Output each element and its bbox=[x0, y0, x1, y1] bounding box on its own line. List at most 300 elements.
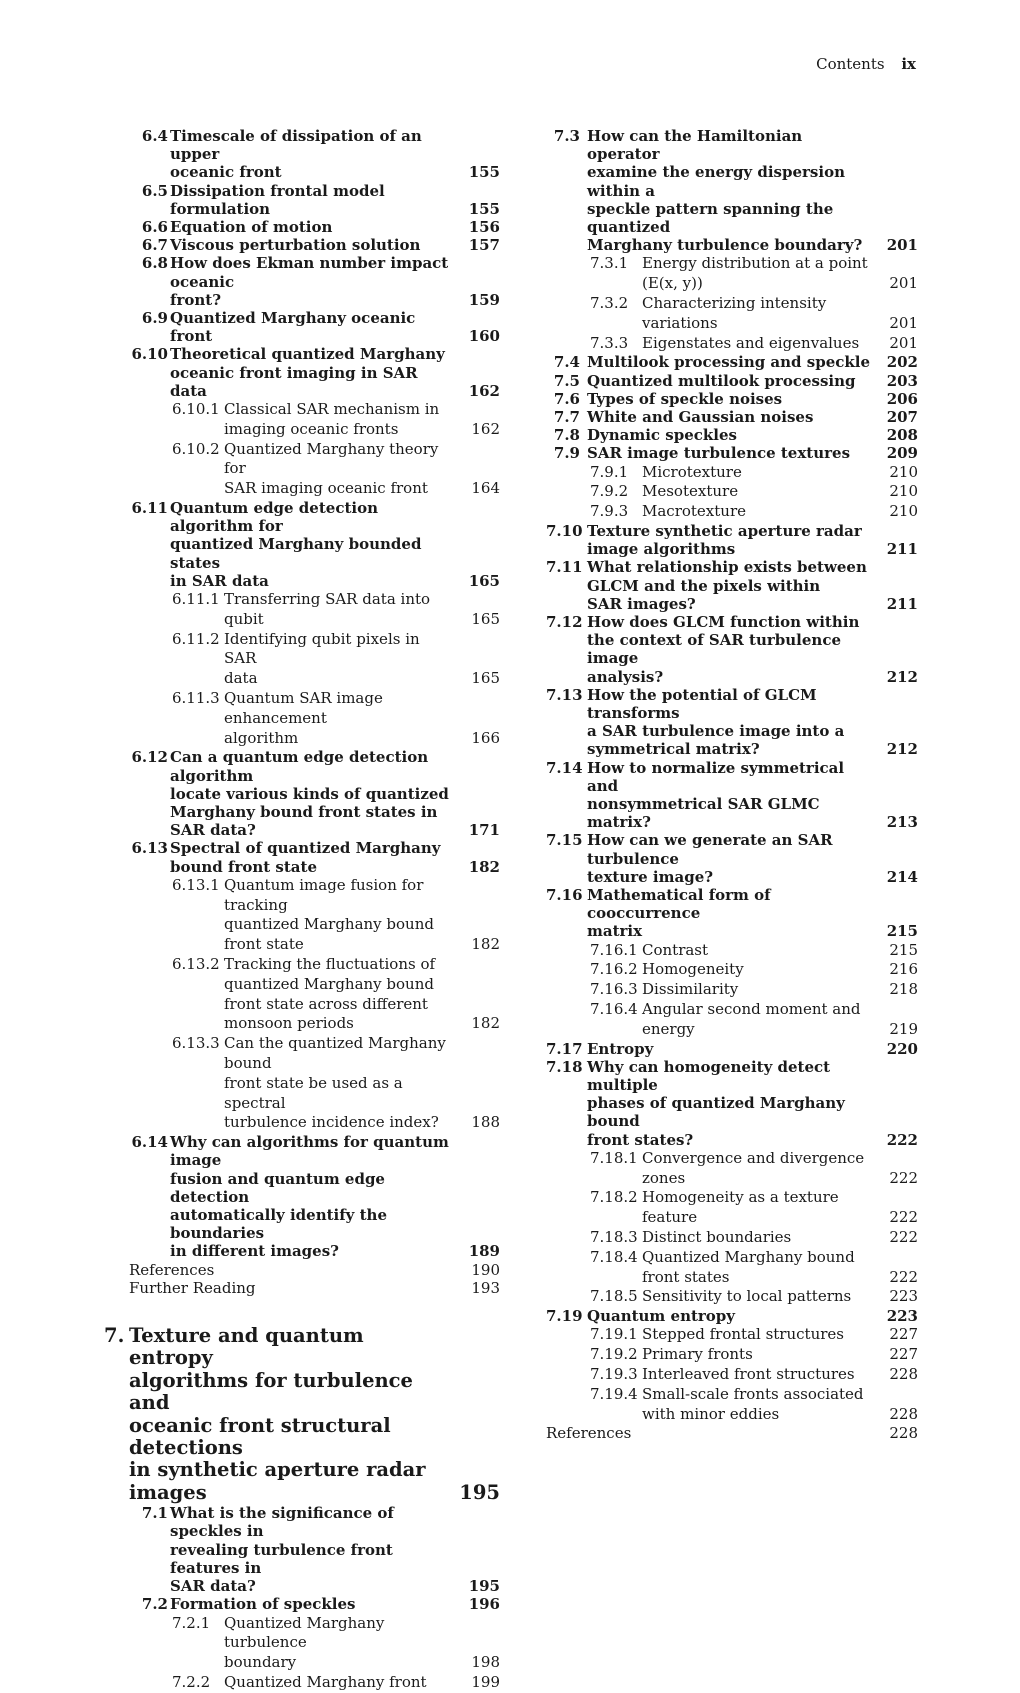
toc-entry-page: 222 bbox=[889, 1168, 918, 1187]
toc-entry-title-line: Eigenstates and eigenvalues bbox=[642, 333, 860, 352]
toc-section-entry[interactable] bbox=[546, 522, 918, 558]
toc-entry-page: 195 bbox=[468, 1577, 500, 1596]
toc-entry-title bbox=[224, 1614, 452, 1673]
toc-entry-title-line: SAR imaging oceanic front bbox=[224, 479, 428, 498]
toc-entry-title-line: Why can algorithms for quantum image bbox=[170, 1133, 449, 1170]
toc-entry-page: 210 bbox=[889, 462, 918, 481]
toc-entry-title-line: texture image? bbox=[587, 867, 714, 886]
toc-subsection-entry[interactable] bbox=[104, 1673, 500, 1693]
toc-entry-page: 214 bbox=[886, 867, 918, 886]
toc-section-entry[interactable] bbox=[546, 613, 918, 686]
toc-entry-title bbox=[224, 1673, 452, 1693]
toc-entry-page: 211 bbox=[886, 540, 918, 559]
toc-entry-number: 7.9.2 bbox=[590, 482, 629, 501]
toc-entry-number: 7.18.2 bbox=[590, 1188, 638, 1207]
toc-entry-title-line: oceanic front bbox=[170, 163, 282, 182]
toc-entry-number: 7.19.1 bbox=[590, 1325, 638, 1344]
toc-entry-title-line: Quantized Marghany oceanic front bbox=[170, 309, 416, 346]
toc-entry-title bbox=[224, 630, 452, 689]
toc-entry-title bbox=[129, 1325, 452, 1504]
toc-section-entry[interactable] bbox=[104, 254, 500, 309]
toc-section-entry[interactable] bbox=[546, 886, 918, 941]
toc-entry-title bbox=[587, 558, 870, 613]
toc-section-entry[interactable] bbox=[104, 748, 500, 839]
toc-entry-page: 201 bbox=[889, 333, 918, 352]
toc-entry-page: 189 bbox=[468, 1242, 500, 1261]
toc-entry-title bbox=[170, 748, 452, 839]
toc-entry-title bbox=[170, 309, 452, 345]
toc-subsection-entry[interactable] bbox=[546, 1149, 918, 1189]
toc-entry-title-line: Energy distribution at a point bbox=[642, 254, 868, 273]
toc-section-entry[interactable] bbox=[546, 558, 918, 613]
toc-entry-title-line: Characterizing intensity variations bbox=[642, 294, 827, 332]
toc-entry-title bbox=[224, 689, 452, 748]
toc-entry-page: 218 bbox=[889, 980, 918, 999]
toc-entry-title-line: Timescale of dissipation of an upper bbox=[170, 127, 422, 164]
chapter-spacer bbox=[104, 1297, 500, 1325]
toc-entry-title-line: Texture and quantum entropy bbox=[129, 1324, 364, 1370]
toc-entry-title bbox=[642, 1000, 870, 1040]
toc-entry-title-line: phases of quantized Marghany bound bbox=[587, 1094, 845, 1131]
toc-entry-number: 7.18.3 bbox=[590, 1228, 638, 1247]
toc-subsection-entry[interactable] bbox=[546, 941, 918, 961]
toc-entry-number: 7.11 bbox=[546, 558, 583, 577]
toc-entry-page: 222 bbox=[889, 1228, 918, 1247]
toc-entry-title bbox=[170, 1133, 452, 1260]
toc-entry-number: 6.13 bbox=[131, 839, 168, 858]
toc-subsection-entry[interactable] bbox=[546, 502, 918, 522]
toc-entry-page: 193 bbox=[471, 1278, 500, 1297]
toc-entry-title-line: imaging oceanic fronts bbox=[224, 419, 399, 438]
toc-entry-title-line: SAR images? bbox=[587, 594, 696, 613]
toc-entry-page: 182 bbox=[471, 1014, 500, 1033]
toc-entry-page: 215 bbox=[886, 922, 918, 941]
toc-subsection-entry[interactable] bbox=[546, 334, 918, 354]
toc-entry-title-line: How does GLCM function within bbox=[587, 613, 860, 632]
toc-entry-number: 7.15 bbox=[546, 831, 583, 850]
toc-entry-title bbox=[170, 127, 452, 182]
toc-entry-number: 6.12 bbox=[131, 748, 168, 767]
toc-entry-number: 6.6 bbox=[141, 218, 168, 237]
toc-section-entry[interactable] bbox=[546, 1058, 918, 1149]
toc-entry-title bbox=[642, 482, 870, 502]
toc-entry-title-line: in SAR data bbox=[170, 571, 269, 590]
toc-entry-title-line: front state be used as a spectral bbox=[224, 1073, 403, 1112]
toc-entry-page: 220 bbox=[886, 1039, 918, 1058]
toc-entry-title-line: Types of speckle noises bbox=[587, 389, 783, 408]
toc-entry-title-line: algorithms for turbulence and bbox=[129, 1368, 413, 1415]
toc-entry-title bbox=[224, 400, 452, 440]
toc-entry-page: 171 bbox=[468, 821, 500, 840]
toc-entry-title-line: Spectral of quantized Marghany bbox=[170, 839, 441, 858]
toc-entry-number: 7.19.3 bbox=[590, 1365, 638, 1384]
toc-entry-page: 211 bbox=[886, 594, 918, 613]
toc-entry-title-line: References bbox=[129, 1260, 215, 1279]
toc-subsection-entry[interactable] bbox=[104, 689, 500, 748]
toc-subsection-entry[interactable] bbox=[546, 1325, 918, 1345]
toc-subsection-entry[interactable] bbox=[104, 630, 500, 689]
toc-entry-page: 223 bbox=[889, 1287, 918, 1306]
toc-entry-page: 210 bbox=[889, 482, 918, 501]
toc-subsection-entry[interactable] bbox=[546, 1228, 918, 1248]
toc-entry-number: 6.14 bbox=[131, 1133, 168, 1152]
toc-entry-title bbox=[170, 1595, 452, 1613]
toc-entry-title bbox=[587, 408, 870, 426]
toc-back-matter-entry[interactable] bbox=[104, 1261, 500, 1279]
toc-section-entry[interactable] bbox=[104, 499, 500, 590]
toc-entry-title bbox=[587, 686, 870, 759]
toc-entry-title-line: Tracking the fluctuations of bbox=[224, 955, 436, 974]
toc-entry-title-line: Entropy bbox=[587, 1039, 654, 1058]
toc-entry-title-line: GLCM and the pixels within bbox=[587, 576, 821, 595]
toc-entry-title-line: Quantized Marghany bound bbox=[642, 1247, 855, 1266]
toc-entry-number: 6.11.3 bbox=[172, 689, 220, 708]
toc-section-entry[interactable] bbox=[104, 839, 500, 875]
toc-section-entry[interactable] bbox=[546, 1307, 918, 1325]
toc-entry-title-line: Sensitivity to local patterns bbox=[642, 1287, 852, 1306]
toc-entry-title bbox=[587, 831, 870, 886]
toc-entry-page: 165 bbox=[471, 669, 500, 688]
toc-entry-title-line: Texture synthetic aperture radar bbox=[587, 522, 862, 541]
toc-section-entry[interactable] bbox=[546, 127, 918, 254]
toc-entry-page: 228 bbox=[889, 1404, 918, 1423]
toc-entry-title-line: front state across different bbox=[224, 994, 428, 1013]
toc-entry-title-line: locate various kinds of quantized bbox=[170, 784, 449, 803]
toc-section-entry[interactable] bbox=[546, 408, 918, 426]
toc-entry-title-line: in synthetic aperture radar images bbox=[129, 1458, 426, 1504]
running-header bbox=[816, 55, 916, 73]
toc-entry-number: 7.9.1 bbox=[590, 462, 629, 481]
toc-entry-number: 6.13.3 bbox=[172, 1034, 220, 1053]
toc-section-entry[interactable] bbox=[546, 426, 918, 444]
header-page-number: ix bbox=[901, 55, 916, 73]
toc-entry-page: 228 bbox=[889, 1365, 918, 1384]
toc-entry-page: 198 bbox=[471, 1653, 500, 1672]
toc-section-entry[interactable] bbox=[104, 236, 500, 254]
toc-subsection-entry[interactable] bbox=[104, 590, 500, 630]
toc-entry-title bbox=[224, 440, 452, 499]
toc-entry-title-line: Quantum image fusion for tracking bbox=[224, 875, 424, 914]
toc-subsection-entry[interactable] bbox=[104, 1614, 500, 1673]
toc-entry-title bbox=[224, 955, 452, 1034]
toc-entry-title-line: bound front state bbox=[170, 857, 317, 876]
toc-section-entry[interactable] bbox=[546, 353, 918, 371]
toc-entry-title-line: Convergence and divergence bbox=[642, 1148, 865, 1167]
toc-entry-title-line: Angular second moment and bbox=[642, 1000, 861, 1019]
toc-subsection-entry[interactable] bbox=[104, 440, 500, 499]
toc-subsection-entry[interactable] bbox=[546, 254, 918, 294]
toc-entry-page: 196 bbox=[468, 1595, 500, 1614]
toc-entry-title-line: Can a quantum edge detection algorithm bbox=[170, 748, 429, 785]
toc-entry-page: 202 bbox=[886, 353, 918, 372]
toc-entry-title bbox=[642, 334, 870, 354]
toc-entry-page: 207 bbox=[886, 408, 918, 427]
toc-entry-page: 227 bbox=[889, 1345, 918, 1364]
toc-entry-number: 7.13 bbox=[546, 685, 583, 704]
toc-entry-title-line: zones bbox=[642, 1168, 686, 1187]
toc-subsection-entry[interactable] bbox=[546, 294, 918, 334]
toc-entry-title-line: symmetrical matrix? bbox=[587, 740, 760, 759]
toc-entry-page: 215 bbox=[889, 940, 918, 959]
toc-subsection-entry[interactable] bbox=[104, 1034, 500, 1133]
toc-entry-title bbox=[170, 182, 452, 218]
toc-entry-title-line: Theoretical quantized Marghany bbox=[170, 345, 445, 364]
toc-entry-title-line: front state bbox=[224, 935, 304, 954]
toc-entry-title bbox=[642, 1325, 870, 1345]
toc-entry-title bbox=[587, 353, 870, 371]
toc-entry-title-line: How the potential of GLCM transforms bbox=[587, 685, 817, 723]
toc-entry-page: 182 bbox=[468, 857, 500, 876]
toc-entry-title bbox=[170, 839, 452, 875]
toc-section-entry[interactable] bbox=[104, 345, 500, 400]
toc-entry-title-line: Stepped frontal structures bbox=[642, 1325, 844, 1344]
toc-entry-page: 208 bbox=[886, 426, 918, 445]
toc-entry-title bbox=[170, 218, 452, 236]
toc-entry-title-line: data bbox=[224, 669, 258, 688]
toc-entry-title-line: Transferring SAR data into qubit bbox=[224, 590, 431, 628]
toc-section-entry[interactable] bbox=[104, 309, 500, 345]
toc-entry-title-line: Homogeneity as a texture feature bbox=[642, 1188, 839, 1227]
toc-entry-title-line: Mesotexture bbox=[642, 482, 739, 501]
toc-subsection-entry[interactable] bbox=[104, 400, 500, 440]
toc-entry-title-line: oceanic front imaging in SAR data bbox=[170, 363, 418, 400]
toc-entry-title-line: What relationship exists between bbox=[587, 558, 867, 577]
toc-entry-page: 162 bbox=[471, 419, 500, 438]
toc-entry-title-line: energy bbox=[642, 1019, 695, 1038]
toc-subsection-entry[interactable] bbox=[546, 960, 918, 980]
toc-entry-number: 6.10 bbox=[131, 345, 168, 364]
toc-entry-page: 160 bbox=[468, 327, 500, 346]
toc-entry-title bbox=[642, 1345, 870, 1365]
toc-entry-title bbox=[642, 1365, 870, 1385]
toc-entry-number: 7.2.1 bbox=[172, 1613, 211, 1632]
toc-subsection-entry[interactable] bbox=[546, 1385, 918, 1425]
toc-entry-number: 6.13.1 bbox=[172, 875, 220, 894]
toc-subsection-entry[interactable] bbox=[546, 482, 918, 502]
toc-subsection-entry[interactable] bbox=[104, 876, 500, 955]
toc-entry-title bbox=[129, 1261, 452, 1279]
toc-entry-number: 6.8 bbox=[141, 254, 168, 273]
toc-entry-number: 7.18.1 bbox=[590, 1148, 638, 1167]
toc-section-entry[interactable] bbox=[546, 372, 918, 390]
toc-entry-title bbox=[642, 254, 870, 294]
toc-entry-title-line: with minor eddies bbox=[642, 1404, 780, 1423]
toc-section-entry[interactable] bbox=[546, 686, 918, 759]
toc-entry-title bbox=[642, 1188, 870, 1228]
toc-section-entry[interactable] bbox=[546, 1040, 918, 1058]
toc-entry-title-line: Quantized Marghany turbulence bbox=[224, 1613, 385, 1652]
toc-entry-title bbox=[642, 1149, 870, 1189]
toc-entry-title-line: Macrotexture bbox=[642, 502, 747, 521]
toc-entry-page: 159 bbox=[468, 290, 500, 309]
toc-entry-number: 6.5 bbox=[141, 181, 168, 200]
toc-entry-page: 182 bbox=[471, 935, 500, 954]
toc-entry-title-line: How can the Hamiltonian operator bbox=[587, 127, 803, 164]
toc-entry-page: 201 bbox=[889, 274, 918, 293]
toc-entry-number: 7. bbox=[104, 1324, 125, 1348]
toc-entry-title bbox=[170, 499, 452, 590]
toc-subsection-entry[interactable] bbox=[546, 980, 918, 1000]
toc-entry-title bbox=[587, 372, 870, 390]
toc-entry-page: 165 bbox=[471, 609, 500, 628]
toc-entry-title-line: automatically identify the boundaries bbox=[170, 1206, 387, 1243]
toc-entry-title bbox=[642, 1228, 870, 1248]
toc-entry-number: 7.14 bbox=[546, 758, 583, 777]
toc-entry-number: 7.16 bbox=[546, 886, 583, 905]
toc-entry-title-line: SAR image turbulence textures bbox=[587, 444, 851, 463]
toc-entry-title-line: Why can homogeneity detect multiple bbox=[587, 1057, 831, 1095]
toc-entry-title-line: fusion and quantum edge detection bbox=[170, 1169, 385, 1206]
toc-entry-title-line: Quantum edge detection algorithm for bbox=[170, 499, 378, 536]
header-title: Contents bbox=[816, 55, 885, 73]
toc-entry-title bbox=[224, 590, 452, 630]
toc-subsection-entry[interactable] bbox=[546, 1345, 918, 1365]
toc-entry-title bbox=[587, 522, 870, 558]
toc-entry-title-line: How can we generate an SAR turbulence bbox=[587, 831, 833, 868]
toc-entry-title-line: (E(x, y)) bbox=[642, 274, 703, 293]
toc-subsection-entry[interactable] bbox=[546, 1000, 918, 1040]
toc-entry-title-line: in different images? bbox=[170, 1242, 339, 1261]
toc-section-entry[interactable] bbox=[546, 390, 918, 408]
toc-entry-page: 190 bbox=[471, 1260, 500, 1279]
toc-entry-title-line: Multilook processing and speckle bbox=[587, 353, 871, 372]
toc-left-column bbox=[104, 127, 500, 1693]
toc-subsection-entry[interactable] bbox=[546, 1287, 918, 1307]
toc-section-entry[interactable] bbox=[104, 218, 500, 236]
toc-entry-number: 7.3.1 bbox=[590, 254, 629, 273]
toc-entry-page: 155 bbox=[468, 199, 500, 218]
toc-entry-title bbox=[642, 941, 870, 961]
toc-entry-title bbox=[224, 1034, 452, 1133]
toc-entry-title-line: How does Ekman number impact oceanic bbox=[170, 254, 449, 291]
toc-entry-page: 219 bbox=[889, 1019, 918, 1038]
toc-subsection-entry[interactable] bbox=[104, 955, 500, 1034]
toc-subsection-entry[interactable] bbox=[546, 463, 918, 483]
toc-entry-title bbox=[587, 390, 870, 408]
toc-entry-number: 6.9 bbox=[141, 309, 168, 328]
toc-entry-title-line: turbulence incidence index? bbox=[224, 1113, 439, 1132]
toc-entry-title-line: Primary fronts bbox=[642, 1345, 753, 1364]
toc-entry-page: 166 bbox=[471, 728, 500, 747]
toc-entry-number: 7.3.2 bbox=[590, 294, 629, 313]
toc-entry-page: 223 bbox=[886, 1307, 918, 1326]
toc-back-matter-entry[interactable] bbox=[546, 1424, 918, 1442]
toc-subsection-entry[interactable] bbox=[546, 1365, 918, 1385]
toc-entry-title-line: Marghany bound front states in bbox=[170, 803, 438, 822]
toc-entry-number: 7.16.4 bbox=[590, 1000, 638, 1019]
toc-entry-page: 157 bbox=[468, 236, 500, 255]
toc-entry-title-line: Further Reading bbox=[129, 1278, 256, 1297]
toc-entry-page: 195 bbox=[459, 1480, 500, 1504]
toc-entry-title bbox=[587, 1040, 870, 1058]
toc-section-entry[interactable] bbox=[104, 182, 500, 218]
toc-entry-title-line: Formation of speckles bbox=[170, 1595, 356, 1614]
toc-entry-number: 7.9.3 bbox=[590, 502, 629, 521]
toc-entry-title bbox=[170, 345, 452, 400]
toc-entry-title-line: image algorithms bbox=[587, 540, 736, 559]
toc-entry-number: 7.1 bbox=[141, 1504, 168, 1523]
toc-entry-page: 222 bbox=[889, 1208, 918, 1227]
toc-entry-title-line: speckle pattern spanning the quantized bbox=[587, 199, 834, 237]
toc-entry-title-line: quantized Marghany bound bbox=[224, 974, 434, 993]
toc-entry-title-line: the context of SAR turbulence image bbox=[587, 631, 842, 668]
toc-entry-title-line: What is the significance of speckles in bbox=[170, 1504, 394, 1541]
toc-entry-title bbox=[587, 759, 870, 832]
toc-entry-title bbox=[170, 236, 452, 254]
toc-entry-number: 7.5 bbox=[553, 371, 580, 390]
toc-section-entry[interactable] bbox=[104, 1504, 500, 1595]
toc-entry-number: 6.11 bbox=[131, 499, 168, 518]
toc-entry-number: 7.19 bbox=[546, 1307, 583, 1326]
toc-entry-number: 7.16.1 bbox=[590, 940, 638, 959]
toc-section-entry[interactable] bbox=[546, 759, 918, 832]
toc-entry-title-line: How to normalize symmetrical and bbox=[587, 758, 845, 795]
toc-entry-title-line: matrix bbox=[587, 922, 643, 941]
toc-entry-page: 216 bbox=[889, 960, 918, 979]
toc-section-entry[interactable] bbox=[104, 127, 500, 182]
toc-entry-title-line: oceanic front structural detections bbox=[129, 1413, 391, 1460]
toc-entry-number: 6.11.2 bbox=[172, 629, 220, 648]
toc-entry-title-line: Equation of motion bbox=[170, 218, 333, 237]
toc-entry-title-line: monsoon periods bbox=[224, 1014, 354, 1033]
toc-entry-page: 206 bbox=[886, 389, 918, 408]
toc-entry-title-line: Dissimilarity bbox=[642, 980, 739, 999]
toc-subsection-entry[interactable] bbox=[546, 1248, 918, 1288]
toc-entry-title-line: Quantized Marghany front bbox=[224, 1672, 427, 1691]
toc-entry-number: 7.18.4 bbox=[590, 1247, 638, 1266]
toc-entry-number: 7.4 bbox=[553, 353, 580, 372]
toc-right-column bbox=[546, 127, 918, 1443]
toc-entry-title-line: a SAR turbulence image into a bbox=[587, 722, 845, 741]
toc-entry-page: 203 bbox=[886, 371, 918, 390]
toc-section-entry[interactable] bbox=[104, 1133, 500, 1260]
toc-section-entry[interactable] bbox=[104, 1595, 500, 1613]
toc-entry-title-line: References bbox=[546, 1424, 632, 1443]
toc-section-entry[interactable] bbox=[546, 831, 918, 886]
toc-entry-title bbox=[642, 960, 870, 980]
toc-back-matter-entry[interactable] bbox=[104, 1279, 500, 1297]
toc-entry-page: 212 bbox=[886, 667, 918, 686]
toc-section-entry[interactable] bbox=[546, 444, 918, 462]
toc-entry-title bbox=[129, 1279, 452, 1297]
toc-entry-title-line: Classical SAR mechanism in bbox=[224, 400, 440, 419]
toc-entry-number: 7.9 bbox=[553, 444, 580, 463]
toc-chapter-entry[interactable] bbox=[104, 1325, 500, 1504]
toc-entry-title-line: Mathematical form of cooccurrence bbox=[587, 886, 771, 923]
toc-entry-page: 156 bbox=[468, 218, 500, 237]
toc-entry-title-line: Interleaved front structures bbox=[642, 1365, 855, 1384]
toc-entry-title-line: Dynamic speckles bbox=[587, 426, 737, 445]
toc-entry-number: 6.10.1 bbox=[172, 400, 220, 419]
toc-subsection-entry[interactable] bbox=[546, 1188, 918, 1228]
toc-entry-title-line: quantized Marghany bound bbox=[224, 915, 434, 934]
toc-entry-page: 209 bbox=[886, 444, 918, 463]
toc-entry-title-line: front states? bbox=[587, 1130, 694, 1149]
toc-entry-title-line: algorithm bbox=[224, 728, 299, 747]
toc-entry-title-line: front states bbox=[642, 1267, 730, 1286]
toc-entry-title-line: Viscous perturbation solution bbox=[170, 236, 421, 255]
toc-entry-number: 6.7 bbox=[141, 236, 168, 255]
toc-entry-title-line: analysis? bbox=[587, 667, 664, 686]
toc-entry-page: 213 bbox=[886, 813, 918, 832]
toc-entry-page: 227 bbox=[889, 1325, 918, 1344]
toc-entry-title-line: boundary bbox=[224, 1653, 297, 1672]
toc-entry-number: 6.13.2 bbox=[172, 955, 220, 974]
toc-entry-title bbox=[642, 502, 870, 522]
toc-entry-number: 7.2.2 bbox=[172, 1672, 211, 1691]
toc-entry-title-line: front? bbox=[170, 290, 221, 309]
toc-entry-title bbox=[546, 1424, 870, 1442]
